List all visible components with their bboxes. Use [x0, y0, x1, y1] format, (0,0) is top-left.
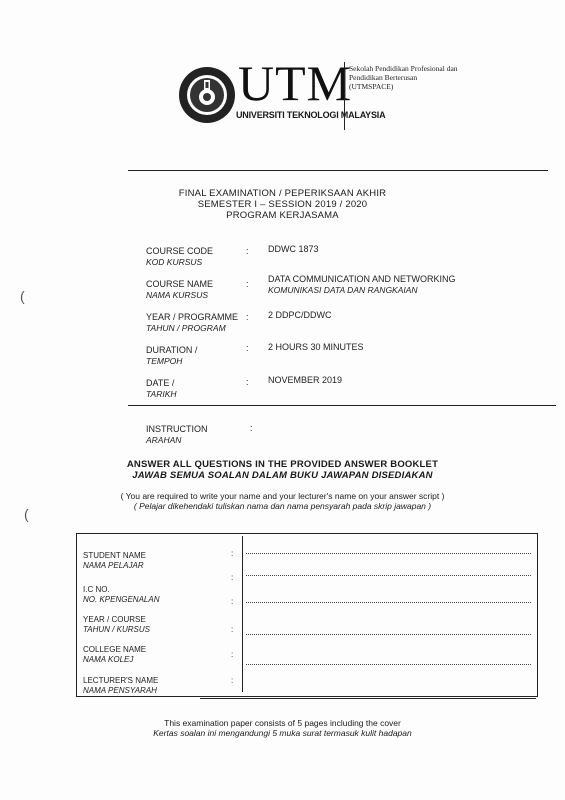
duration-label: DURATION / TEMPOH: [146, 345, 198, 366]
details-rule: [128, 405, 556, 406]
box-bottom-rule: [200, 698, 536, 699]
university-seal-icon: [178, 66, 236, 124]
student-info-divider: [242, 536, 243, 692]
college-name-label: COLLEGE NAME NAMA KOLEJ: [83, 645, 147, 664]
exam-title-line1: FINAL EXAMINATION / PEPERIKSAAN AKHIR: [178, 188, 387, 199]
year-programme-label: YEAR / PROGRAMME TAHUN / PROGRAM: [146, 312, 239, 333]
scan-mark: (: [20, 288, 25, 304]
header-rule: [128, 170, 548, 171]
page-count-note: This examination paper consists of 5 pages including the cover Kertas soalan ini mengandungi 5 muka surat termasuk kulit hadapan: [153, 718, 412, 738]
date-label: DATE / TARIKH: [146, 378, 177, 399]
school-name: Sekolah Pendidikan Profesional dan Pendidikan Berterusan (UTMSPACE): [349, 64, 458, 91]
ic-no-label: I.C NO. NO. KPENGENALAN: [83, 585, 160, 604]
course-name-value: DATA COMMUNICATION AND NETWORKING KOMUNIKASI DATA DAN RANGKAIAN: [268, 274, 456, 295]
year-course-field[interactable]: [246, 634, 531, 635]
scan-mark: (: [24, 506, 29, 522]
exam-title: [0, 188, 565, 221]
logo-wordmark: UTM: [238, 55, 353, 111]
year-course-label: YEAR / COURSE TAHUN / KURSUS: [83, 615, 150, 634]
university-name: UNIVERSITI TEKNOLOGI MALAYSIA: [236, 110, 386, 120]
exam-title-line3: PROGRAM KERJASAMA: [226, 210, 339, 221]
student-name-field-line2[interactable]: [246, 575, 531, 576]
lecturer-name-label: LECTURER'S NAME NAMA PENSYARAH: [83, 676, 159, 695]
date-value: NOVEMBER 2019: [268, 375, 343, 385]
course-code-value: DDWC 1873: [268, 244, 319, 254]
instruction-label: INSTRUCTION ARAHAN: [146, 424, 208, 445]
course-code-label: COURSE CODE KOD KURSUS: [146, 246, 214, 267]
course-name-label: COURSE NAME NAMA KURSUS: [146, 279, 214, 300]
logo-divider: [344, 62, 345, 130]
college-name-field[interactable]: [246, 664, 531, 665]
instruction-note: ( You are required to write your name and your lecturer's name on your answer script ) ( Pelajar dikehendaki tuliskan nama dan nama pensyarah pada skrip jawapan ): [120, 491, 445, 511]
instruction-text: ANSWER ALL QUESTIONS IN THE PROVIDED ANSWER BOOKLET JAWAB SEMUA SOALAN DALAM BUKU JAWAPAN DISEDIAKAN: [126, 459, 439, 481]
duration-value: 2 HOURS 30 MINUTES: [268, 342, 364, 352]
student-name-label: STUDENT NAME NAMA PELAJAR: [83, 551, 146, 570]
exam-title-line2: SEMESTER I – SESSION 2019 / 2020: [197, 199, 368, 210]
ic-no-field[interactable]: [246, 602, 531, 603]
year-programme-value: 2 DDPC/DDWC: [268, 310, 332, 320]
student-name-field[interactable]: [246, 553, 531, 554]
